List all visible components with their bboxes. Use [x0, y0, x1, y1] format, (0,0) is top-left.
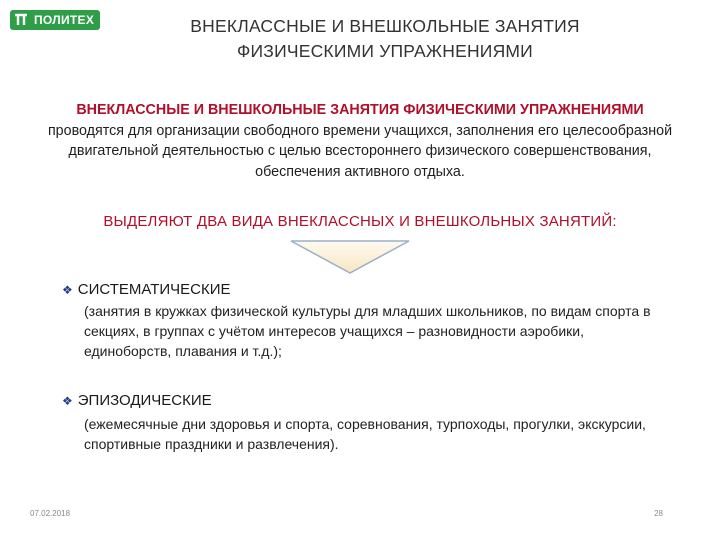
page-title-line1: ВНЕКЛАССНЫЕ И ВНЕШКОЛЬНЫЕ ЗАНЯТИЯ — [190, 16, 580, 36]
politech-logo — [10, 9, 100, 31]
kinds-heading: ВЫДЕЛЯЮТ ДВА ВИДА ВНЕКЛАССНЫХ И ВНЕШКОЛЬНЫХ ЗАНЯТИЙ: — [103, 213, 617, 230]
list-item-episodic — [62, 392, 662, 454]
footer-date: 07.02.2018 — [30, 509, 71, 518]
intro-text: проводятся для организации свободного времени учащихся, заполнения его целесообразной двигательной деятельностью с целью всестороннего физического совершенствования, обеспечения активного отдыха. — [47, 122, 673, 180]
diamond-bullet-icon: ❖ — [62, 393, 73, 408]
diamond-bullet-icon: ❖ — [62, 282, 73, 297]
down-arrow-icon — [289, 239, 411, 275]
item-title: ЭПИЗОДИЧЕСКИЕ — [77, 392, 212, 409]
list-item-systematic — [62, 281, 662, 361]
logo-text: ПОЛИТЕХ — [30, 10, 100, 30]
intro-paragraph — [40, 100, 680, 182]
page-number: 28 — [654, 509, 663, 518]
politech-logo-icon — [10, 10, 32, 30]
item-description: (занятия в кружках физической культуры для младших школьников, по видам спорта в секциях, в группах с учётом интересов учащихся – разновидности аэробики, единоборств, плавания и т.д.); — [84, 303, 651, 359]
page-title — [150, 14, 620, 64]
page-title-line2: ФИЗИЧЕСКИМИ УПРАЖНЕНИЯМИ — [237, 41, 533, 61]
item-description: (ежемесячные дни здоровья и спорта, соревнования, турпоходы, прогулки, экскурсии, спортивные праздники и развлечения). — [84, 416, 646, 452]
intro-lead: ВНЕКЛАССНЫЕ И ВНЕШКОЛЬНЫЕ ЗАНЯТИЯ ФИЗИЧЕСКИМИ УПРАЖНЕНИЯМИ — [76, 102, 644, 118]
item-title: СИСТЕМАТИЧЕСКИЕ — [77, 281, 231, 298]
